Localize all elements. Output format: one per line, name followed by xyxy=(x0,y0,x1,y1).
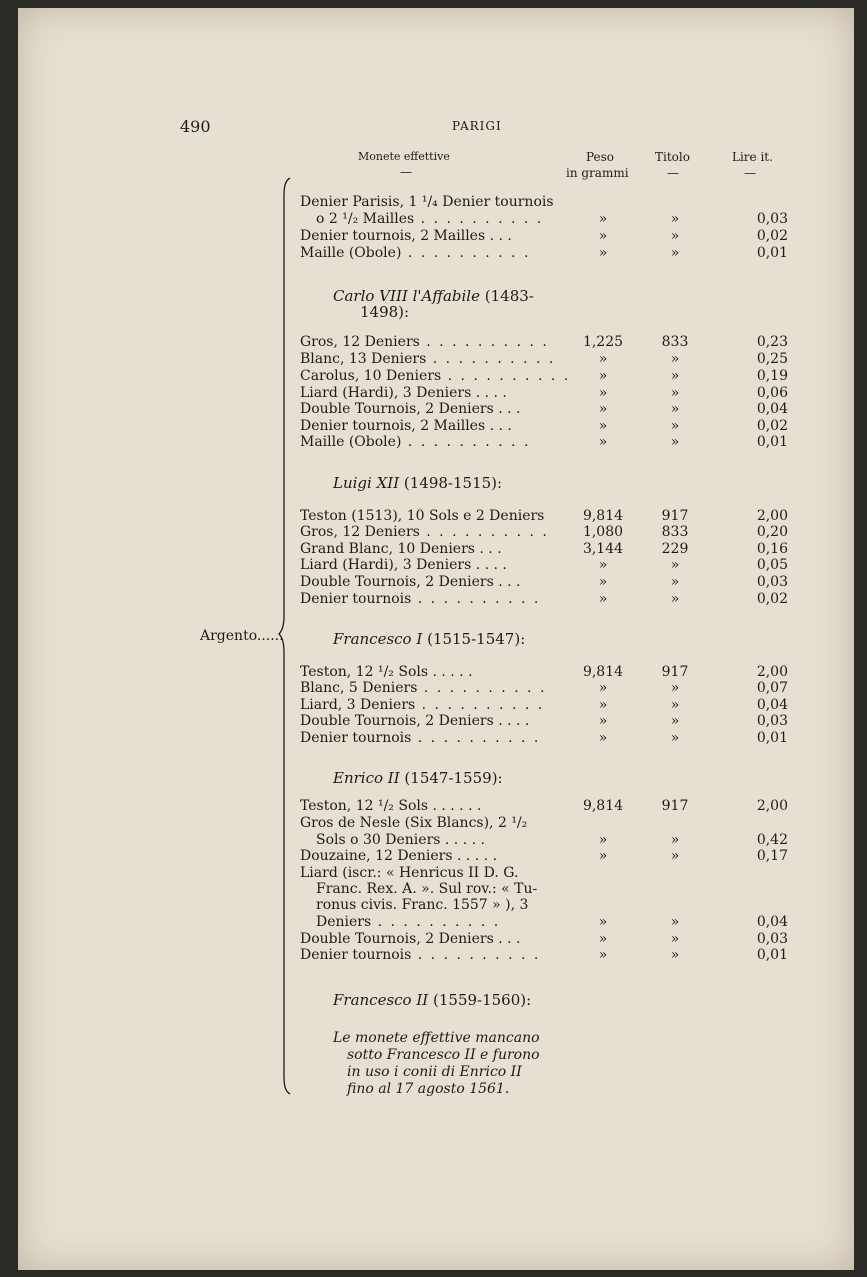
section-heading-carlo-years: 1498): xyxy=(360,303,410,321)
coin-name: Grand Blanc, 10 Deniers . . . xyxy=(300,541,502,557)
lire-value: 0,20 xyxy=(756,524,788,540)
peso-value: 9,814 xyxy=(582,798,624,814)
coin-name: Carolus, 10 Deniers . . . xyxy=(300,368,570,385)
coin-name: Denier tournois, 2 Mailles . . . xyxy=(300,418,512,434)
col-header-titolo: Titolo xyxy=(655,150,690,164)
coin-name: Blanc, 5 Deniers . . . xyxy=(300,680,546,697)
section-heading-francesco-i: Francesco I (1515-1547): xyxy=(333,630,526,648)
lire-value: 0,23 xyxy=(756,334,788,350)
titolo-value: » xyxy=(670,713,680,729)
footnote-line: Le monete effettive mancano xyxy=(333,1030,540,1046)
titolo-value: » xyxy=(670,557,680,573)
lire-value: 0,42 xyxy=(756,832,788,848)
coin-name: Denier tournois . . . xyxy=(300,947,540,964)
lire-value: 0,02 xyxy=(756,228,788,244)
titolo-value: 833 xyxy=(661,524,689,540)
footnote-line: fino al 17 agosto 1561. xyxy=(347,1081,510,1097)
coin-name: Douzaine, 12 Deniers . . . . . xyxy=(300,848,498,864)
coin-name: Maille (Obole) . . . xyxy=(300,245,530,262)
lire-value: 0,03 xyxy=(756,574,788,590)
peso-value: » xyxy=(598,574,608,590)
lire-value: 0,07 xyxy=(756,680,788,696)
lire-value: 2,00 xyxy=(756,664,788,680)
coin-name: Double Tournois, 2 Deniers . . . xyxy=(300,401,521,417)
peso-value: » xyxy=(598,418,608,434)
col-header-peso-unit: in grammi xyxy=(566,166,629,180)
peso-value: » xyxy=(598,368,608,384)
coin-name: Maille (Obole) . . . xyxy=(300,434,530,451)
col-header-lire: Lire it. xyxy=(732,150,773,164)
titolo-value: » xyxy=(670,591,680,607)
peso-value: » xyxy=(598,680,608,696)
peso-value: » xyxy=(598,931,608,947)
titolo-value: » xyxy=(670,832,680,848)
titolo-value: » xyxy=(670,385,680,401)
titolo-value: » xyxy=(670,914,680,930)
titolo-value: » xyxy=(670,211,680,227)
lire-value: 0,03 xyxy=(756,931,788,947)
lire-value: 2,00 xyxy=(756,508,788,524)
lire-value: 0,25 xyxy=(756,351,788,367)
lire-value: 0,01 xyxy=(756,434,788,450)
peso-value: 3,144 xyxy=(582,541,624,557)
lire-value: 0,16 xyxy=(756,541,788,557)
titolo-value: » xyxy=(670,228,680,244)
peso-value: » xyxy=(598,401,608,417)
peso-value: » xyxy=(598,730,608,746)
coin-name: Double Tournois, 2 Deniers . . . xyxy=(300,931,521,947)
col-dash-lire: — xyxy=(744,166,756,180)
coin-name: Liard (Hardi), 3 Deniers . . . . xyxy=(300,385,507,401)
col-dash-titolo: — xyxy=(667,166,679,180)
lire-value: 0,03 xyxy=(756,211,788,227)
lire-value: 2,00 xyxy=(756,798,788,814)
coin-name: Gros, 12 Deniers . . . xyxy=(300,334,549,351)
titolo-value: » xyxy=(670,418,680,434)
coin-name: o 2 ¹/₂ Mailles . . . xyxy=(316,211,543,228)
peso-value: » xyxy=(598,713,608,729)
page-number: 490 xyxy=(180,117,211,136)
lire-value: 0,03 xyxy=(756,713,788,729)
lire-value: 0,02 xyxy=(756,418,788,434)
col-header-monete: Monete effettive xyxy=(358,150,450,163)
coin-name: Franc. Rex. A. ». Sul rov.: « Tu- xyxy=(316,881,538,897)
peso-value: » xyxy=(598,385,608,401)
titolo-value: » xyxy=(670,351,680,367)
lire-value: 0,17 xyxy=(756,848,788,864)
peso-value: » xyxy=(598,211,608,227)
peso-value: » xyxy=(598,697,608,713)
titolo-value: 229 xyxy=(661,541,689,557)
coin-name: Double Tournois, 2 Deniers . . . xyxy=(300,574,521,590)
coin-name: Teston (1513), 10 Sols e 2 Deniers xyxy=(300,508,545,524)
peso-value: 9,814 xyxy=(582,664,624,680)
titolo-value: » xyxy=(670,574,680,590)
lire-value: 0,04 xyxy=(756,401,788,417)
coin-name: Denier tournois, 2 Mailles . . . xyxy=(300,228,512,244)
coin-name: Deniers . . . xyxy=(316,914,500,931)
footnote-line: sotto Francesco II e furono xyxy=(347,1047,540,1063)
lire-value: 0,05 xyxy=(756,557,788,573)
section-heading-francesco-ii: Francesco II (1559-1560): xyxy=(333,991,532,1009)
coin-name: Denier Parisis, 1 ¹/₄ Denier tournois xyxy=(300,194,554,210)
titolo-value: » xyxy=(670,680,680,696)
lire-value: 0,19 xyxy=(756,368,788,384)
footnote-line: in uso i conii di Enrico II xyxy=(347,1064,522,1080)
titolo-value: » xyxy=(670,401,680,417)
peso-value: » xyxy=(598,434,608,450)
titolo-value: » xyxy=(670,947,680,963)
peso-value: 1,080 xyxy=(582,524,624,540)
titolo-value: 917 xyxy=(661,508,689,524)
lire-value: 0,04 xyxy=(756,914,788,930)
titolo-value: » xyxy=(670,697,680,713)
col-dash-monete: — xyxy=(400,165,412,179)
peso-value: » xyxy=(598,557,608,573)
section-heading-enrico-ii: Enrico II (1547-1559): xyxy=(333,769,503,787)
lire-value: 0,06 xyxy=(756,385,788,401)
coin-name: Liard (Hardi), 3 Deniers . . . . xyxy=(300,557,507,573)
peso-value: » xyxy=(598,947,608,963)
page-title: PARIGI xyxy=(452,119,502,133)
lire-value: 0,04 xyxy=(756,697,788,713)
peso-value: 9,814 xyxy=(582,508,624,524)
lire-value: 0,02 xyxy=(756,591,788,607)
coin-name: Denier tournois . . . xyxy=(300,591,540,608)
titolo-value: 833 xyxy=(661,334,689,350)
metal-label-argento: Argento...... xyxy=(200,628,284,644)
titolo-value: » xyxy=(670,931,680,947)
coin-name: Sols o 30 Deniers . . . . . xyxy=(316,832,485,848)
coin-name: Blanc, 13 Deniers . . . xyxy=(300,351,555,368)
coin-name: Double Tournois, 2 Deniers . . . . xyxy=(300,713,530,729)
titolo-value: 917 xyxy=(661,664,689,680)
titolo-value: 917 xyxy=(661,798,689,814)
coin-name: Teston, 12 ¹/₂ Sols . . . . . xyxy=(300,664,473,680)
titolo-value: » xyxy=(670,434,680,450)
lire-value: 0,01 xyxy=(756,245,788,261)
peso-value: » xyxy=(598,351,608,367)
titolo-value: » xyxy=(670,848,680,864)
coin-name: Gros de Nesle (Six Blancs), 2 ¹/₂ xyxy=(300,815,528,831)
peso-value: 1,225 xyxy=(582,334,624,350)
titolo-value: » xyxy=(670,245,680,261)
coin-name: Liard (iscr.: « Henricus II D. G. xyxy=(300,865,519,881)
peso-value: » xyxy=(598,228,608,244)
col-header-peso: Peso xyxy=(586,150,615,164)
section-heading-luigi: Luigi XII (1498-1515): xyxy=(333,474,503,492)
lire-value: 0,01 xyxy=(756,947,788,963)
titolo-value: » xyxy=(670,730,680,746)
coin-name: Liard, 3 Deniers . . . xyxy=(300,697,544,714)
lire-value: 0,01 xyxy=(756,730,788,746)
coin-name: Gros, 12 Deniers . . . xyxy=(300,524,549,541)
coin-name: Denier tournois . . . xyxy=(300,730,540,747)
titolo-value: » xyxy=(670,368,680,384)
peso-value: » xyxy=(598,832,608,848)
peso-value: » xyxy=(598,591,608,607)
peso-value: » xyxy=(598,245,608,261)
peso-value: » xyxy=(598,914,608,930)
coin-name: Teston, 12 ¹/₂ Sols . . . . . . xyxy=(300,798,482,814)
footnote xyxy=(333,1030,540,1098)
section-heading-carlo: Carlo VIII l'Affabile (1483- xyxy=(333,287,534,305)
coin-name: ronus civis. Franc. 1557 » ), 3 xyxy=(316,897,529,913)
peso-value: » xyxy=(598,848,608,864)
